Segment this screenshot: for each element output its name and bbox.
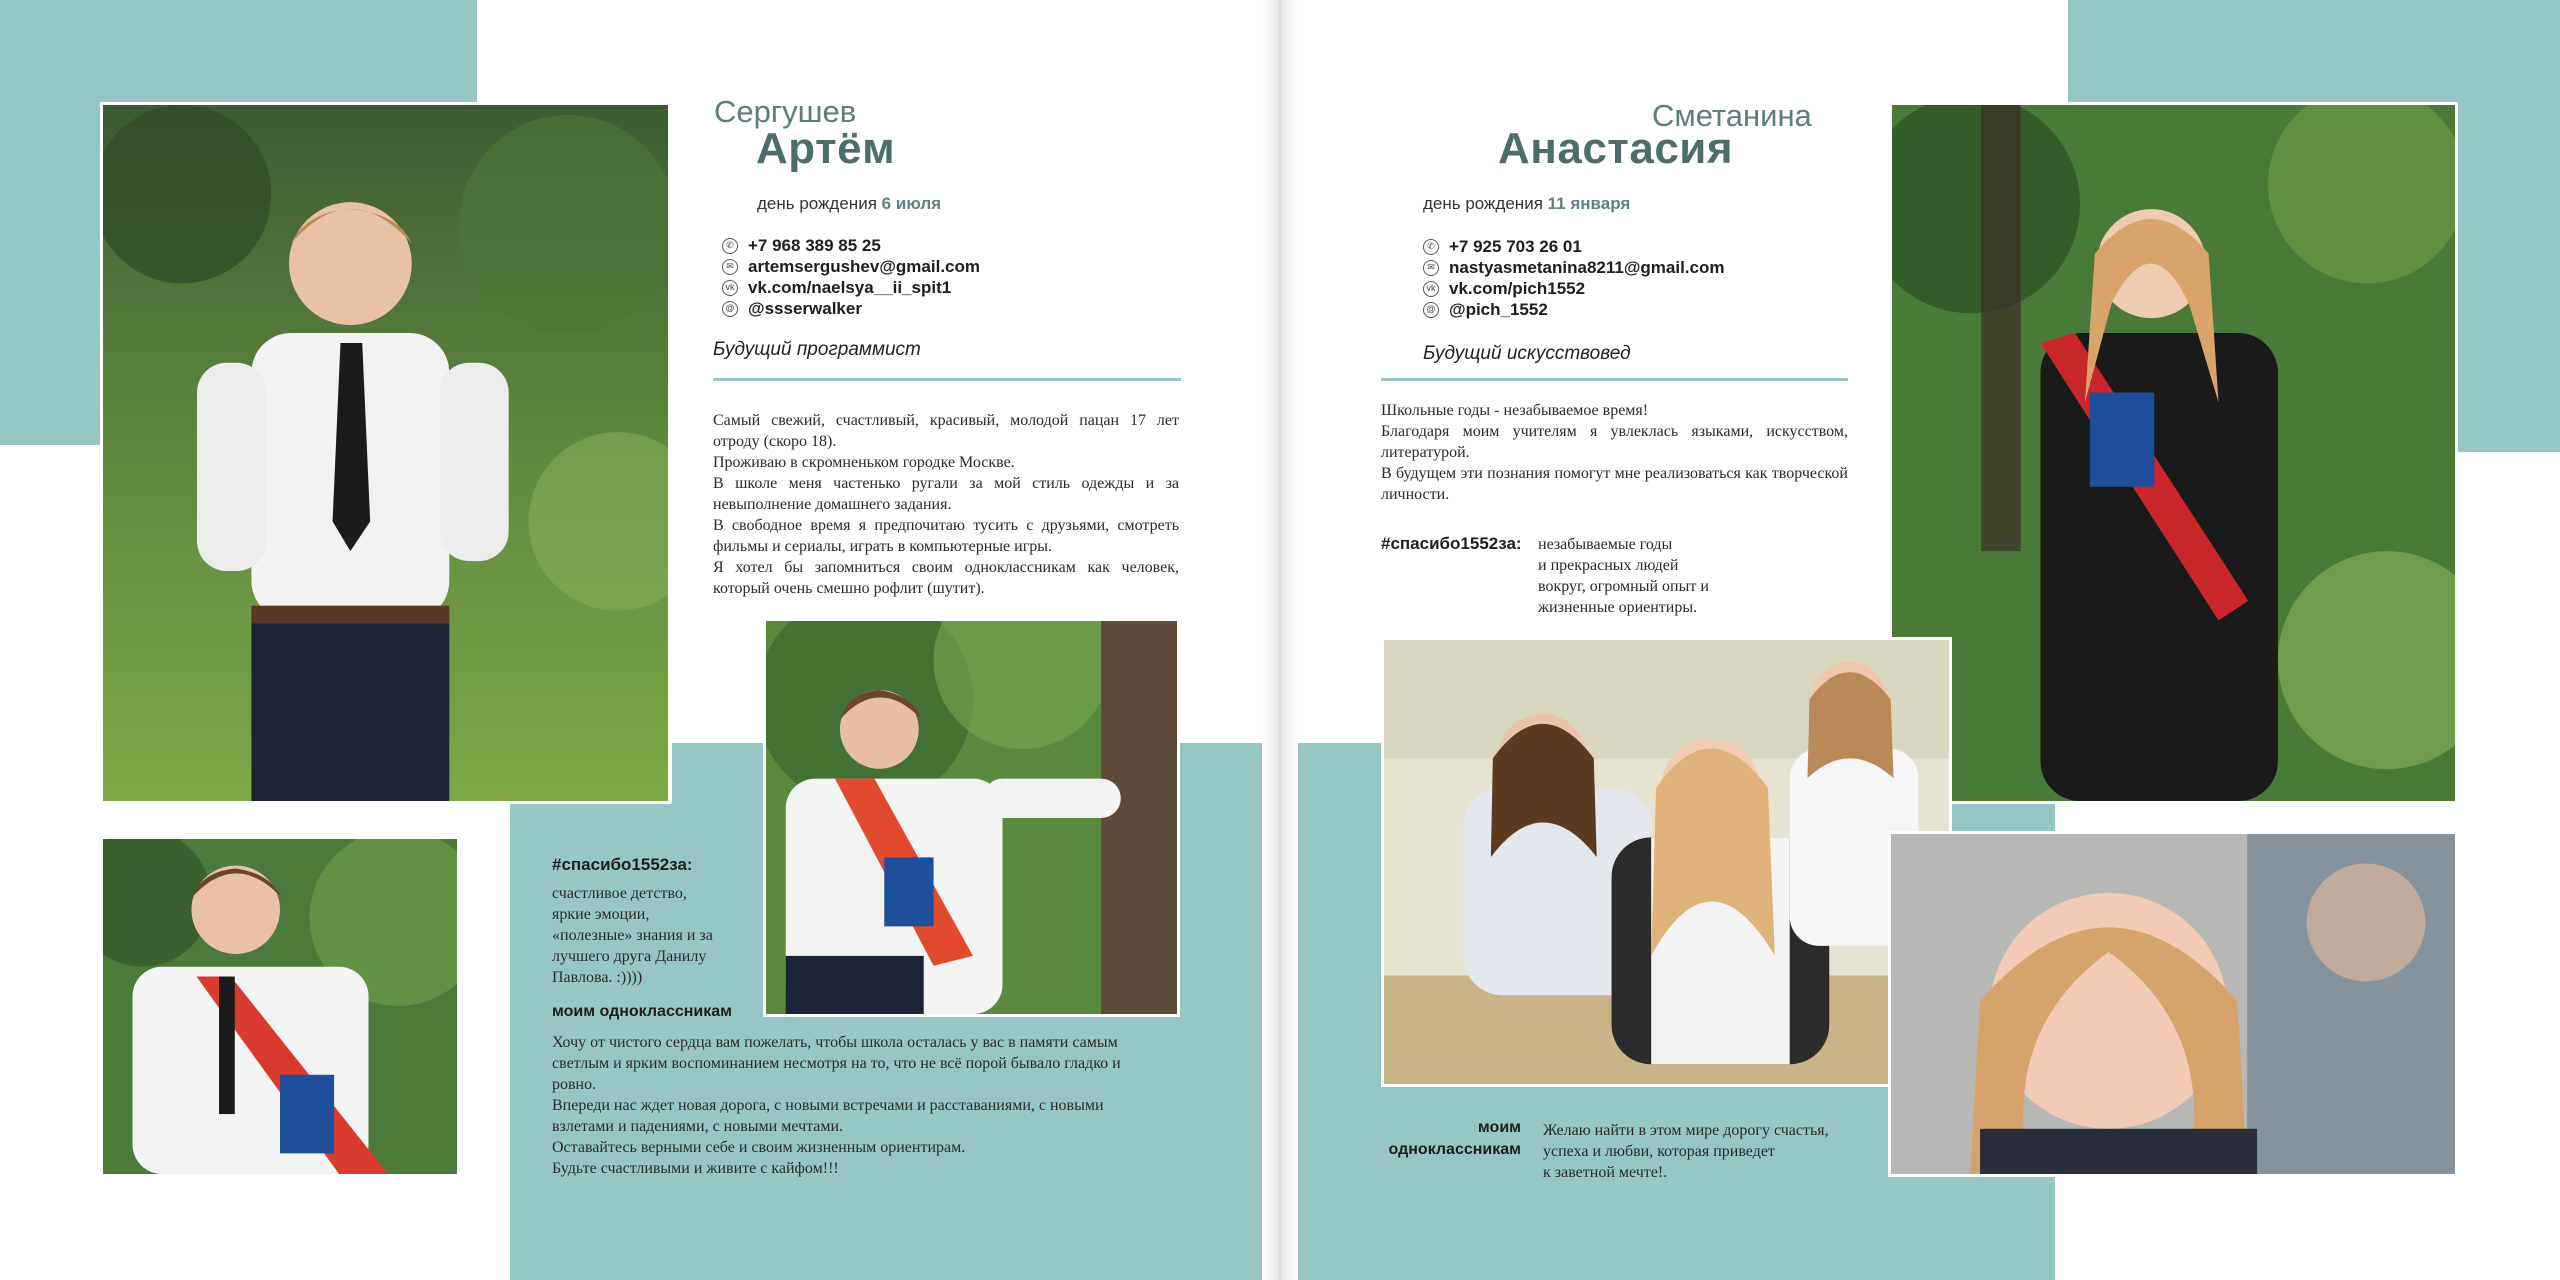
left-divider [713, 378, 1181, 381]
left-birthday [757, 194, 941, 214]
right-contact-phone[interactable]: ✆ +7 925 703 26 01 [1423, 236, 1725, 257]
left-bio [713, 410, 1179, 599]
left-thanks-title: #спасибо1552за: [552, 855, 693, 874]
right-profession: Будущий искусствовед [1423, 343, 1631, 364]
phone-icon: ✆ [1423, 239, 1439, 255]
left-bio-line: Я хотел бы запомниться своим одноклассникам как человек, который очень смешно рофлит (шутит). [713, 559, 1179, 597]
left-birthday-label: день рождения [757, 194, 877, 213]
left-bio-line: В свободное время я предпочитаю тусить с друзьями, смотреть фильмы и сериалы, играть в компьютерные игры. [713, 517, 1179, 555]
left-birthday-date: 6 июля [881, 194, 942, 213]
right-contact-email[interactable]: ✉ nastyasmetanina8211@gmail.com [1423, 257, 1725, 278]
classroom-photo-girls [1381, 637, 1952, 1087]
left-bio-line: Проживаю в скромненьком городке Москве. [713, 454, 1015, 471]
right-bio: Школьные годы - незабываемое время! Благодаря моим учителям я увлеклась языками, искусством, литературой. В будущем эти познания помогут мне реализоваться как творческой личности. [1381, 402, 1848, 503]
left-contact-phone[interactable]: ✆ +7 968 389 85 25 [722, 235, 980, 256]
right-classmates-label: моим одноклассникам [1388, 1119, 1521, 1158]
right-first-name: Анастасия [1498, 124, 1734, 173]
portrait-photo-boy-sash [100, 836, 460, 1177]
right-surname: Сметанина [1652, 98, 1812, 133]
portrait-photo-girl-main [1889, 102, 2458, 804]
email-icon: ✉ [1423, 260, 1439, 276]
phone-icon: ✆ [722, 238, 738, 254]
left-first-name: Артём [756, 124, 896, 173]
right-divider [1381, 378, 1848, 381]
vk-icon: vk [1423, 281, 1439, 297]
left-contact-email[interactable]: ✉ artemsergushev@gmail.com [722, 256, 980, 277]
left-profession: Будущий программист [713, 339, 921, 360]
vk-icon: vk [722, 280, 738, 296]
left-thanks-list: счастливое детство, яркие эмоции, «полезные» знания и за лучшего друга Данилу Павлова. :)))) [552, 885, 713, 986]
email-icon: ✉ [722, 259, 738, 275]
right-birthday-date: 11 января [1547, 194, 1631, 213]
left-contacts [722, 235, 980, 319]
left-bio-line: В школе меня частенько ругали за мой стиль одежды и за невыполнение домашнего задания. [713, 475, 1179, 513]
left-contact-handle[interactable]: @ @ssserwalker [722, 298, 980, 319]
right-thanks-list: незабываемые годы и прекрасных людей вокруг, огромный опыт и жизненные ориентиры. [1538, 536, 1709, 616]
right-contacts [1423, 236, 1725, 320]
left-contact-vk[interactable]: vk vk.com/naelsya__ii_spit1 [722, 277, 980, 298]
right-birthday [1423, 194, 1630, 214]
book-spine-shadow [1262, 0, 1298, 1280]
at-icon: @ [722, 301, 738, 317]
right-classmates-text: Желаю найти в этом мире дорогу счастья, успеха и любви, которая приведет к заветной мечте!. [1543, 1122, 1829, 1181]
left-bio-line: Самый свежий, счастливый, красивый, молодой пацан 17 лет отроду (скоро 18). [713, 412, 1179, 450]
right-birthday-label: день рождения [1423, 194, 1543, 213]
portrait-photo-boy-main [100, 102, 671, 804]
at-icon: @ [1423, 302, 1439, 318]
portrait-photo-boy-tree [763, 618, 1180, 1017]
classroom-photo-girl-closeup [1888, 831, 2458, 1177]
right-contact-handle[interactable]: @ @pich_1552 [1423, 299, 1725, 320]
left-classmates-text: Хочу от чистого сердца вам пожелать, чтобы школа осталась у вас в памяти самым светлым и ярким воспоминанием несмотря на то, что не всё порой бывало гладко и ровно. Впереди нас ждет новая дорога, с новыми встречами и расставаниями, с новыми взлетами и падениями, с новыми мечтами. Оставайтесь верными себе и своим жизненным ориентирам. Будьте счастливыми и живите с кайфом!!! [552, 1034, 1121, 1177]
right-contact-vk[interactable]: vk vk.com/pich1552 [1423, 278, 1725, 299]
right-thanks-title: #спасибо1552за: [1381, 534, 1522, 553]
left-classmates-label: моим одноклассникам [552, 1003, 732, 1020]
left-surname: Сергушев [714, 94, 857, 129]
